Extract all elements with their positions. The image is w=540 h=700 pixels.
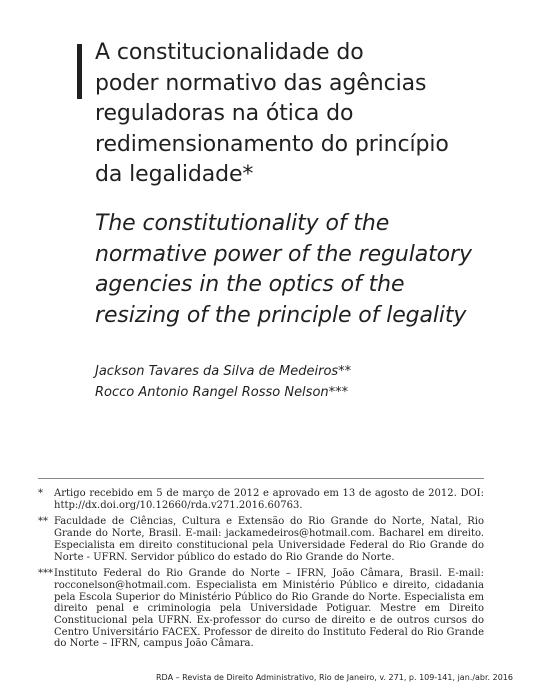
- title-pt-line: reguladoras na ótica do: [95, 101, 354, 126]
- footnote-text: Instituto Federal do Rio Grande do Norte – IFRN, João Câmara, Brasil. E-mail: rocconelson@hotmail.com. Especialista em Ministério Público e direito, cidadania pela Escola Superior do Ministério Público do Rio Grande do Norte. Especialista em direito penal e criminologia pela Universidade Potiguar. Mestre em Direito Constitucional pela UFRN. Ex-professor do curso de direito e de outros cursos do Centro Universitário FACEX. Professor de direito do Instituto Federal do Rio Grande do Norte – IFRN, campus João Câmara.: [54, 568, 485, 650]
- footnote: [38, 568, 484, 650]
- footnote-separator: [38, 478, 484, 479]
- footnote-text: Artigo recebido em 5 de março de 2012 e aprovado em 13 de agosto de 2012. DOI: http://dx.doi.org/10.12660/rda.v271.2016.60763.: [54, 488, 484, 511]
- footnote: [38, 516, 484, 563]
- title-pt-line: poder normativo das agências: [95, 70, 427, 96]
- author-name: Jackson Tavares da Silva de Medeiros**: [95, 364, 352, 379]
- title-pt-line: A constitucionalidade do: [95, 40, 364, 65]
- journal-footer: RDA – Revista de Direito Administrativo, Rio de Janeiro, v. 271, p. 109-141, jan./abr. 2016: [156, 673, 513, 682]
- author-list: [95, 361, 515, 403]
- footnotes: [38, 488, 484, 655]
- footnote-text: Faculdade de Ciências, Cultura e Extensão do Rio Grande do Norte, Natal, Rio Grande do Norte, Brasil. E-mail: jackamedeiros@hotmail.com. Bacharel em direito. Especialista em direito constitucional pela Universidade Federal do Rio Grande do Norte - UFRN. Servidor público do estado do Rio Grande do Norte.: [54, 516, 484, 563]
- title-en-line: The constitutionality of the: [95, 211, 390, 236]
- article-title-portuguese: [95, 38, 515, 191]
- article-title-english: [95, 209, 515, 331]
- author-name: Rocco Antonio Rangel Rosso Nelson***: [95, 385, 349, 400]
- footnote-mark: *: [38, 488, 43, 499]
- footnote-mark: ***: [38, 568, 53, 580]
- title-en-line: agencies in the optics of the: [95, 272, 405, 297]
- title-en-line: resizing of the principle of legality: [95, 302, 467, 328]
- footnote: [38, 488, 484, 511]
- footnote-mark: **: [38, 516, 48, 528]
- title-pt-line: da legalidade*: [95, 162, 254, 187]
- title-en-line: normative power of the regulatory: [95, 241, 472, 267]
- title-accent-bar: [77, 44, 82, 99]
- title-pt-line: redimensionamento do princípio: [95, 131, 449, 157]
